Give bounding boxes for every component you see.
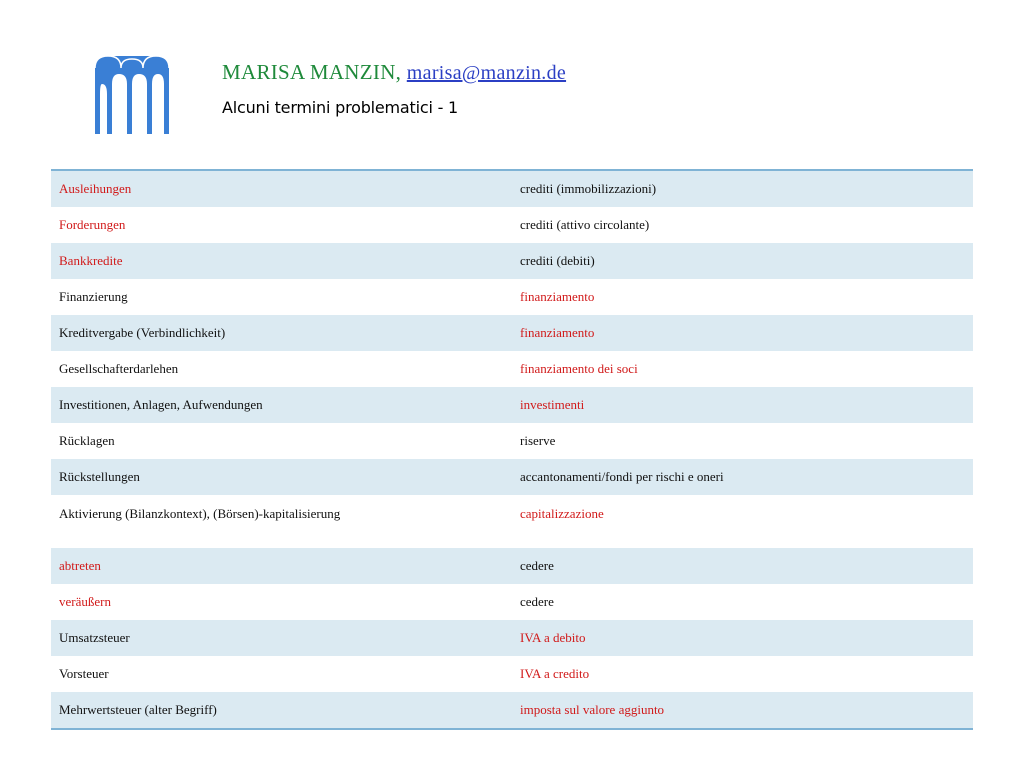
italian-term: finanziamento [520, 289, 595, 304]
table-row [51, 548, 973, 584]
italian-term: IVA a credito [520, 666, 590, 681]
german-term: Umsatzsteuer [59, 630, 130, 645]
table-row [51, 656, 973, 692]
german-term: Forderungen [59, 217, 126, 232]
german-term: abtreten [59, 558, 101, 573]
table-row [51, 207, 973, 243]
italian-term: imposta sul valore aggiunto [520, 702, 665, 717]
table-row [51, 692, 973, 728]
german-term: Mehrwertsteuer (alter Begriff) [59, 702, 217, 717]
logo-mark-icon [92, 54, 172, 136]
italian-term: crediti (debiti) [520, 253, 595, 268]
table-row [51, 243, 973, 279]
table-row [51, 423, 973, 459]
italian-term: IVA a debito [520, 630, 586, 645]
table-row [51, 387, 973, 423]
german-term: Bankkredite [59, 253, 123, 268]
table-row [51, 171, 973, 207]
german-term: Kreditvergabe (Verbindlichkeit) [59, 325, 226, 340]
german-term: Ausleihungen [59, 181, 132, 196]
german-term: Vorsteuer [59, 666, 109, 681]
italian-term: riserve [520, 433, 556, 448]
glossary-table [51, 169, 973, 730]
italian-term: finanziamento [520, 325, 595, 340]
german-term: Investitionen, Anlagen, Aufwendungen [59, 397, 263, 412]
italian-term: finanziamento dei soci [520, 361, 638, 376]
author-email-link[interactable]: marisa@manzin.de [406, 62, 567, 84]
italian-term: cedere [520, 594, 554, 609]
author-name: MARISA MANZIN, [222, 60, 402, 84]
italian-term: accantonamenti/fondi per rischi e oneri [520, 469, 724, 484]
italian-term: cedere [520, 558, 554, 573]
table-row [51, 495, 973, 548]
logo [92, 54, 172, 136]
table-row [51, 459, 973, 495]
german-term: Rückstellungen [59, 469, 140, 484]
german-term: veräußern [59, 594, 111, 609]
italian-term: crediti (immobilizzazioni) [520, 181, 657, 196]
table-row [51, 315, 973, 351]
german-term: Aktivierung (Bilanzkontext), (Börsen)-kapitalisierung [59, 506, 341, 521]
table-row [51, 279, 973, 315]
italian-term: investimenti [520, 397, 585, 412]
italian-term: capitalizzazione [520, 506, 604, 521]
german-term: Rücklagen [59, 433, 115, 448]
table-row [51, 351, 973, 387]
author-line [222, 60, 566, 85]
page-title: Alcuni termini problematici - 1 [222, 98, 459, 117]
table-row [51, 584, 973, 620]
table-row [51, 620, 973, 656]
german-term: Finanzierung [59, 289, 128, 304]
italian-term: crediti (attivo circolante) [520, 217, 650, 232]
german-term: Gesellschafterdarlehen [59, 361, 179, 376]
